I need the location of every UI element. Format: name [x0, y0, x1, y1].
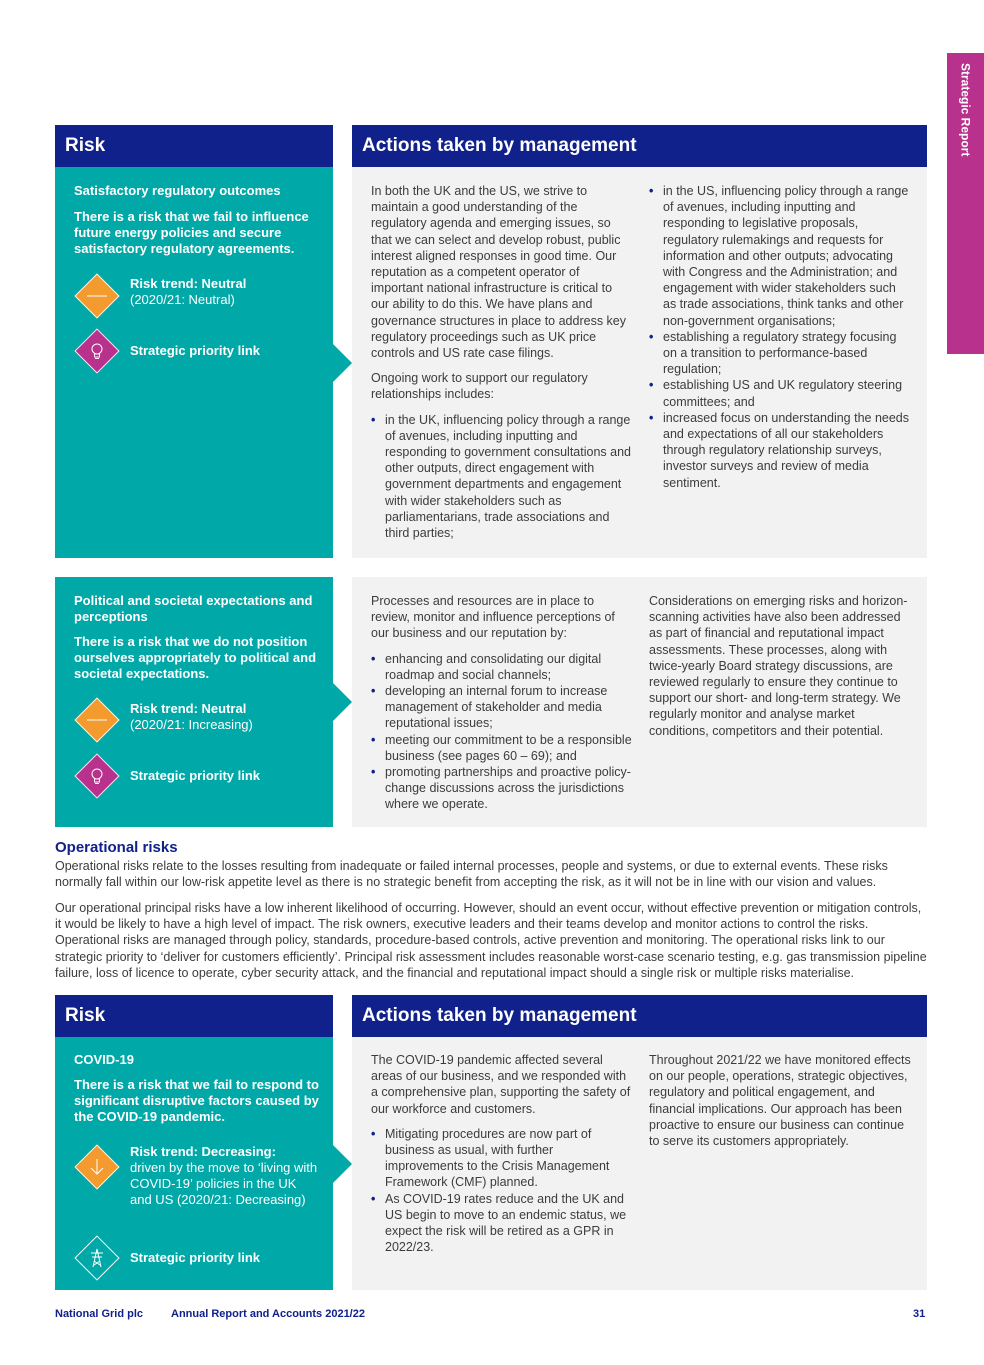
- neutral-trend-icon: [81, 704, 113, 736]
- risk-panel-regulatory: [55, 167, 333, 558]
- actions-col-right: [649, 1052, 911, 1158]
- list-item: • Mitigating procedures are now part of business as usual, with further improvements to the Crisis Management Framework (CMF) planned.: [371, 1126, 633, 1191]
- actions-list: [371, 1126, 633, 1256]
- footer-report-title: Annual Report and Accounts 2021/22: [171, 1308, 365, 1320]
- section-tab[interactable]: [947, 53, 984, 354]
- trend-detail: driven by the move to ‘living with COVID-19’ policies in the UK and US (2020/21: Decreasing): [130, 1160, 318, 1207]
- risk-trend: [130, 701, 319, 733]
- decreasing-trend-icon: [81, 1151, 113, 1183]
- risk-header: Risk: [55, 125, 333, 167]
- strategic-priority-link[interactable]: Strategic priority link: [130, 1250, 261, 1265]
- footer-company: National Grid plc: [55, 1308, 144, 1320]
- risk-description: There is a risk that we fail to influence future energy policies and secure satisfactory regulatory agreements.: [74, 209, 309, 256]
- trend-detail: (2020/21: Neutral): [130, 292, 235, 307]
- actions-col-left: [371, 1052, 633, 1255]
- risk-panel-political: [55, 577, 333, 827]
- risk-title: Satisfactory regulatory outcomes: [74, 183, 281, 198]
- panel-arrow: [333, 344, 352, 382]
- list-item: • increased focus on understanding the needs and expectations of all our stakeholders through regulatory relationship surveys, investor surveys and review of media sentiment.: [649, 410, 911, 491]
- strategic-priority-link[interactable]: Strategic priority link: [130, 768, 261, 783]
- risk-description: There is a risk that we fail to respond to significant disruptive factors caused by the COVID-19 pandemic.: [74, 1077, 319, 1124]
- trend-label: Risk trend: Neutral: [130, 701, 247, 716]
- list-item: • developing an internal forum to increase management of stakeholder and media reputational issues;: [371, 683, 633, 732]
- neutral-trend-icon: [81, 280, 113, 312]
- trend-label: Risk trend: Decreasing:: [130, 1144, 276, 1159]
- risk-trend: [130, 276, 319, 308]
- actions-paragraph: Considerations on emerging risks and horizon-scanning activities have also been addressed as part of financial and reputational impact assessments. These processes, along with twice-yearly Board strategy discussions, are reviewed regularly to ensure they continue to support our short- and long-term strategy. We regularly monitor and analyse market conditions, competitors and their potential.: [649, 594, 908, 738]
- list-item: • promoting partnerships and proactive policy-change discussions across the jurisdictions where we operate.: [371, 764, 633, 813]
- actions-col-right: [649, 183, 911, 491]
- actions-panel-political: [352, 577, 927, 827]
- actions-paragraph: Processes and resources are in place to review, monitor and influence perceptions of our business and our reputation by:: [371, 594, 615, 641]
- actions-paragraph: Ongoing work to support our regulatory relationships includes:: [371, 371, 588, 402]
- pylon-icon: [81, 1242, 113, 1274]
- panel-arrow: [333, 683, 352, 721]
- panel-arrow: [333, 1145, 352, 1183]
- risk-trend: [130, 1144, 319, 1208]
- list-item: • enhancing and consolidating our digital roadmap and social channels;: [371, 651, 633, 683]
- actions-header: Actions taken by management: [352, 995, 927, 1037]
- actions-col-right: [649, 593, 911, 748]
- actions-list: [371, 651, 633, 813]
- actions-panel-covid: [352, 1037, 927, 1290]
- actions-col-left: [371, 593, 633, 813]
- section-paragraph: Our operational principal risks have a low inherent likelihood of occurring. However, should an event occur, without effective prevention or mitigation controls, it would be likely to have a high level of impact. The risk owners, executive leaders and their teams develop and monitor actions to control the risks. Operational risks are managed through policy, standards, procedure-based controls, active prevention and monitoring. The operational risks link to our strategic priority to ‘deliver for customers efficiently’. Principal risk assessment includes reasonable worst-case scenario testing, e.g. gas transmission pipeline failure, loss of licence to operate, cyber security attack, and the financial and reputational impact should a single risk or multiple risks materialise.: [55, 901, 927, 980]
- risk-description: There is a risk that we do not position ourselves appropriately to political and societal expectations.: [74, 634, 317, 681]
- risk-header: Risk: [55, 995, 333, 1037]
- list-item: • As COVID-19 rates reduce and the UK and US begin to move to an endemic status, we expect the risk will be retired as a GPR in 2022/23.: [371, 1191, 633, 1256]
- actions-paragraph: The COVID-19 pandemic affected several areas of our business, and we responded with a comprehensive plan, supporting the safety of our workforce and customers.: [371, 1053, 631, 1116]
- risk-title: COVID-19: [74, 1052, 134, 1067]
- list-item: • establishing US and UK regulatory steering committees; and: [649, 377, 911, 409]
- actions-list: [371, 412, 633, 542]
- list-item: • meeting our commitment to be a responsible business (see pages 60 – 69); and: [371, 732, 633, 764]
- actions-col-left: [371, 183, 633, 541]
- strategic-priority-link[interactable]: Strategic priority link: [130, 343, 261, 358]
- actions-list: [649, 183, 911, 491]
- list-item: • establishing a regulatory strategy focusing on a transition to performance-based regulation;: [649, 329, 911, 378]
- section-tab-label: Strategic Report: [958, 63, 973, 157]
- trend-detail: (2020/21: Increasing): [130, 717, 253, 732]
- page-number: 31: [913, 1308, 926, 1320]
- section-paragraph: Operational risks relate to the losses resulting from inadequate or failed internal processes, people and systems, or due to external events. These risks normally fall within our low-risk appetite level as there is no strategic benefit from accepting the risk, as it will not be in line with our vision and values.: [55, 859, 888, 890]
- actions-header: Actions taken by management: [352, 125, 927, 167]
- list-item: • in the UK, influencing policy through a range of avenues, including inputting and responding to government consultations and other outputs, direct engagement with government departments and engagement with wider stakeholders such as parliamentarians, trade associations and third parties;: [371, 412, 633, 542]
- actions-paragraph: In both the UK and the US, we strive to maintain a good understanding of the regulatory agenda and emerging issues, so that we can select and develop robust, public interest aligned responses in good time. Our reputation as a competent operator of important national infrastructure is critical to our ability to do this. We have plans and governance structures in place to address key regulatory proceedings such as UK price controls and US rate case filings.: [371, 184, 626, 361]
- trend-label: Risk trend: Neutral: [130, 276, 247, 291]
- list-item: • in the US, influencing policy through a range of avenues, including inputting and responding to legislative proposals, regulatory rulemakings and requests for information and other outputs; advocating with Congress and the Administration; and engagement with wider stakeholders such as trade associations, think tanks and other non-government organisations;: [649, 183, 911, 329]
- actions-paragraph: Throughout 2021/22 we have monitored effects on our people, operations, strategic objectives, regulatory and political engagement, and financial implications. Our approach has been proactive to ensure our business can continue to serve its customers appropriately.: [649, 1053, 911, 1149]
- actions-panel-regulatory: [352, 167, 927, 558]
- section-title: Operational risks: [55, 839, 178, 856]
- risk-panel-covid: [55, 1037, 333, 1290]
- risk-title: Political and societal expectations and perceptions: [74, 593, 313, 624]
- lightbulb-icon: [81, 760, 113, 792]
- lightbulb-icon: [81, 335, 113, 367]
